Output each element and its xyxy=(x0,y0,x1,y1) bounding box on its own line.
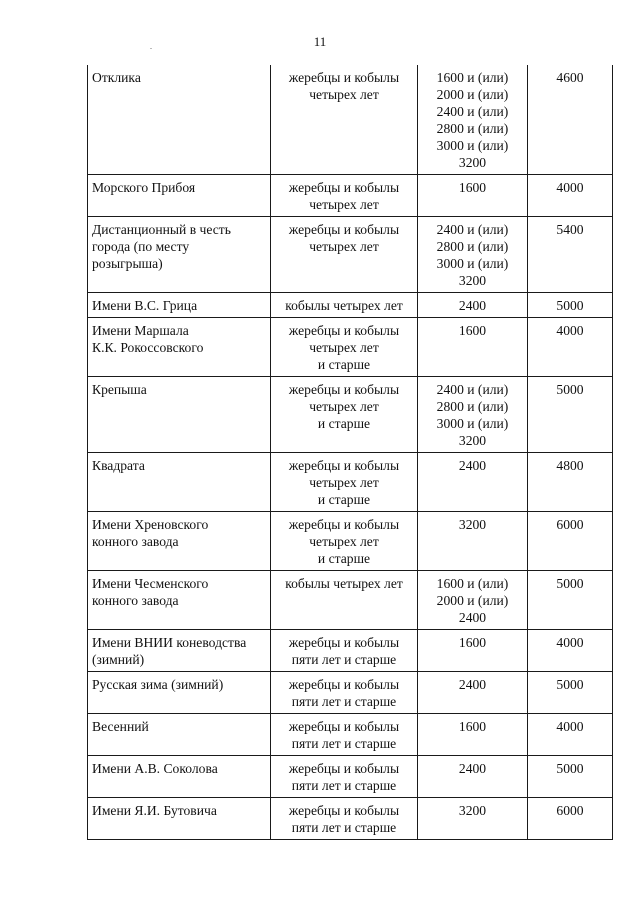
distance-cell: 2400 xyxy=(418,453,528,512)
distance-cell: 1600 xyxy=(418,630,528,672)
distance-cell: 2400 и (или) 2800 и (или) 3000 и (или) 3200 xyxy=(418,377,528,453)
prize-cell: 4800 xyxy=(528,453,613,512)
race-name-cell: Русская зима (зимний) xyxy=(88,672,271,714)
table-row xyxy=(88,318,613,377)
table-row xyxy=(88,217,613,293)
table-row xyxy=(88,175,613,217)
table-row xyxy=(88,756,613,798)
races-table xyxy=(87,65,613,840)
distance-cell: 2400 xyxy=(418,756,528,798)
distance-cell: 2400 и (или) 2800 и (или) 3000 и (или) 3200 xyxy=(418,217,528,293)
prize-cell: 6000 xyxy=(528,512,613,571)
distance-cell: 1600 и (или) 2000 и (или) 2400 и (или) 2800 и (или) 3000 и (или) 3200 xyxy=(418,65,528,175)
race-name-cell: Имени Я.И. Бутовича xyxy=(88,798,271,840)
prize-cell: 4600 xyxy=(528,65,613,175)
distance-cell: 1600 xyxy=(418,318,528,377)
horse-category-cell: жеребцы и кобылы четырех лет и старше xyxy=(271,377,418,453)
prize-cell: 4000 xyxy=(528,318,613,377)
horse-category-cell: жеребцы и кобылы четырех лет и старше xyxy=(271,512,418,571)
table-row xyxy=(88,65,613,175)
table-row xyxy=(88,453,613,512)
prize-cell: 5000 xyxy=(528,377,613,453)
prize-cell: 6000 xyxy=(528,798,613,840)
prize-cell: 5000 xyxy=(528,756,613,798)
horse-category-cell: жеребцы и кобылы пяти лет и старше xyxy=(271,756,418,798)
table-row xyxy=(88,571,613,630)
table-row xyxy=(88,512,613,571)
race-name-cell: Имени ВНИИ коневодства (зимний) xyxy=(88,630,271,672)
scan-mark xyxy=(150,48,152,49)
horse-category-cell: жеребцы и кобылы четырех лет и старше xyxy=(271,318,418,377)
distance-cell: 1600 и (или) 2000 и (или) 2400 xyxy=(418,571,528,630)
race-name-cell: Дистанционный в честь города (по месту розыгрыша) xyxy=(88,217,271,293)
race-name-cell: Имени Чесменского конного завода xyxy=(88,571,271,630)
race-name-cell: Весенний xyxy=(88,714,271,756)
horse-category-cell: жеребцы и кобылы пяти лет и старше xyxy=(271,672,418,714)
distance-cell: 2400 xyxy=(418,672,528,714)
distance-cell: 1600 xyxy=(418,714,528,756)
horse-category-cell: жеребцы и кобылы четырех лет xyxy=(271,217,418,293)
table-row xyxy=(88,630,613,672)
horse-category-cell: жеребцы и кобылы четырех лет xyxy=(271,65,418,175)
horse-category-cell: кобылы четырех лет xyxy=(271,293,418,318)
prize-cell: 4000 xyxy=(528,714,613,756)
race-name-cell: Имени В.С. Грица xyxy=(88,293,271,318)
race-name-cell: Отклика xyxy=(88,65,271,175)
prize-cell: 5000 xyxy=(528,672,613,714)
horse-category-cell: жеребцы и кобылы пяти лет и старше xyxy=(271,630,418,672)
race-name-cell: Морского Прибоя xyxy=(88,175,271,217)
race-name-cell: Квадрата xyxy=(88,453,271,512)
horse-category-cell: жеребцы и кобылы четырех лет и старше xyxy=(271,453,418,512)
horse-category-cell: жеребцы и кобылы четырех лет xyxy=(271,175,418,217)
race-name-cell: Имени А.В. Соколова xyxy=(88,756,271,798)
distance-cell: 3200 xyxy=(418,512,528,571)
prize-cell: 5000 xyxy=(528,293,613,318)
prize-cell: 4000 xyxy=(528,630,613,672)
prize-cell: 5000 xyxy=(528,571,613,630)
race-name-cell: Имени Маршала К.К. Рокоссовского xyxy=(88,318,271,377)
table-row xyxy=(88,377,613,453)
horse-category-cell: кобылы четырех лет xyxy=(271,571,418,630)
horse-category-cell: жеребцы и кобылы пяти лет и старше xyxy=(271,714,418,756)
prize-cell: 5400 xyxy=(528,217,613,293)
race-name-cell: Крепыша xyxy=(88,377,271,453)
page-number: 11 xyxy=(313,34,327,49)
table-row xyxy=(88,672,613,714)
table-row xyxy=(88,798,613,840)
distance-cell: 2400 xyxy=(418,293,528,318)
prize-cell: 4000 xyxy=(528,175,613,217)
races-table-body xyxy=(88,65,613,840)
distance-cell: 1600 xyxy=(418,175,528,217)
distance-cell: 3200 xyxy=(418,798,528,840)
race-name-cell: Имени Хреновского конного завода xyxy=(88,512,271,571)
table-row xyxy=(88,714,613,756)
table-row xyxy=(88,293,613,318)
horse-category-cell: жеребцы и кобылы пяти лет и старше xyxy=(271,798,418,840)
